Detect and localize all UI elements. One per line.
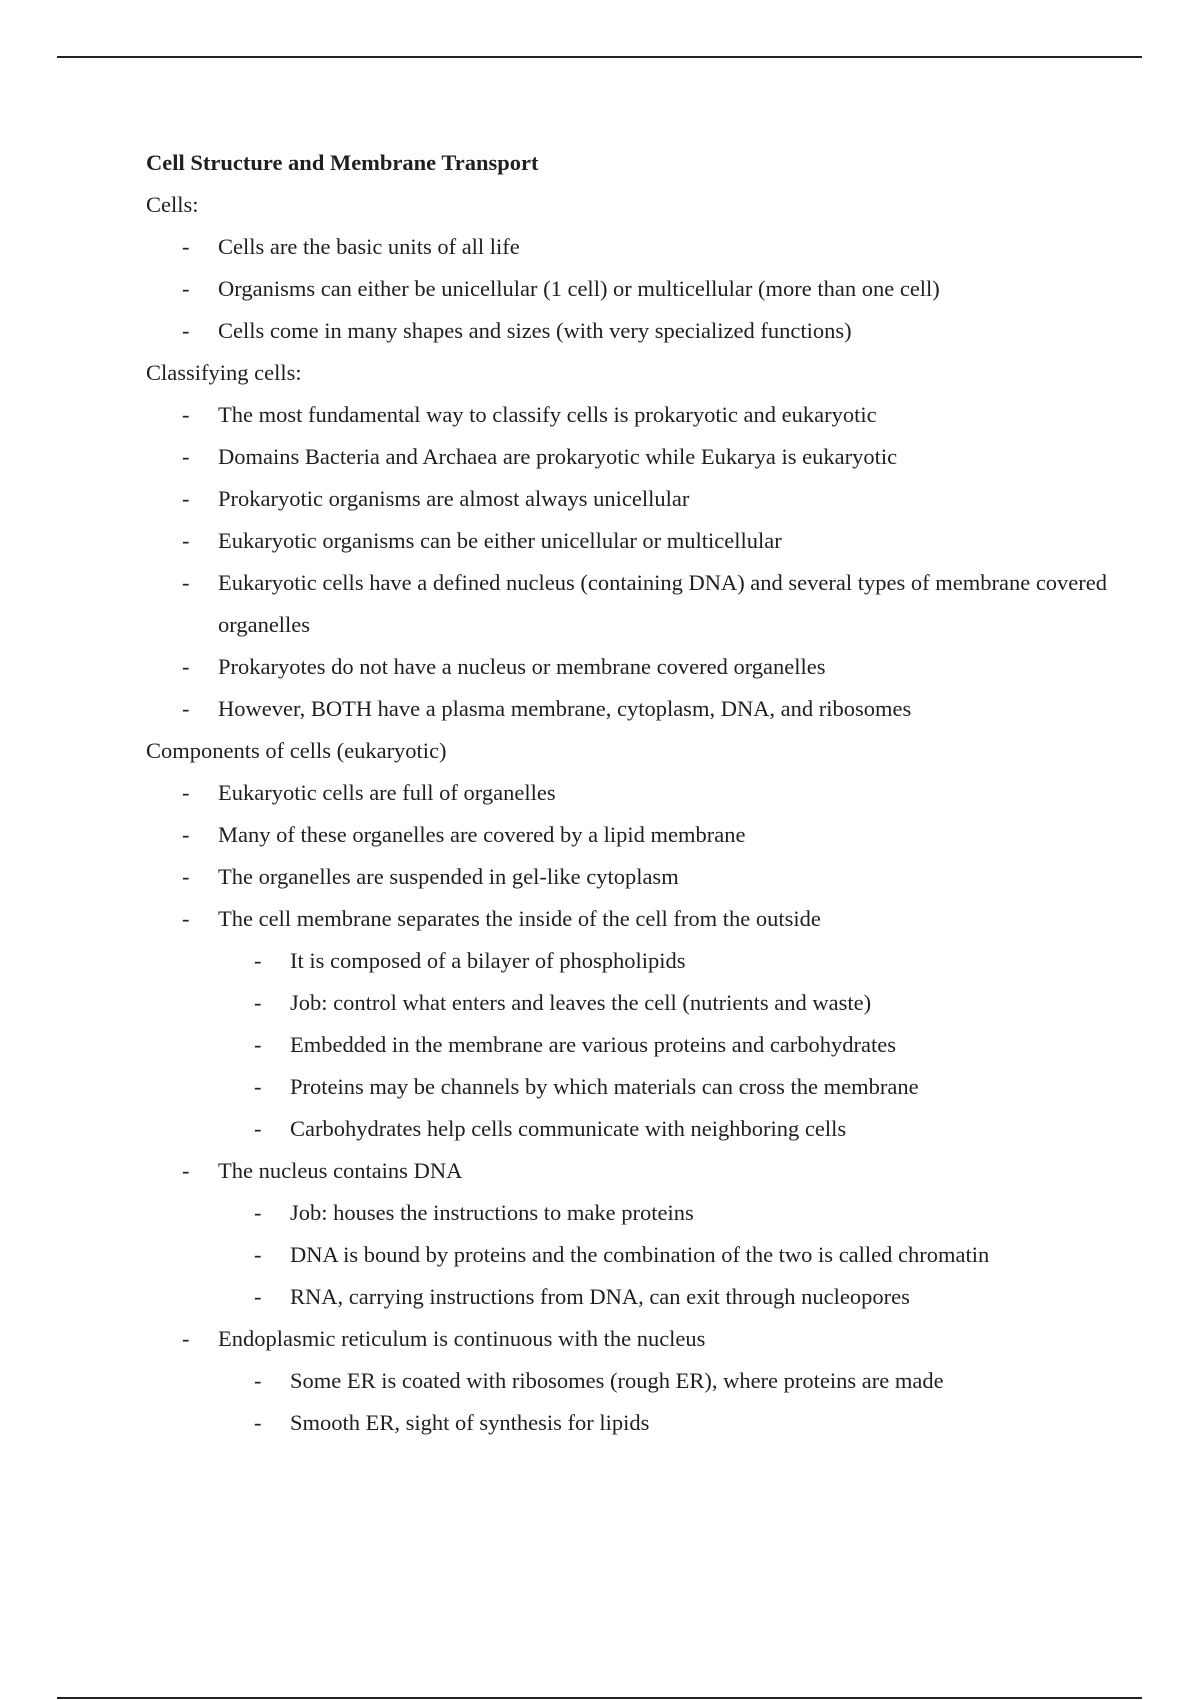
bullet-dash: - (254, 1200, 262, 1225)
list-item (146, 772, 1126, 814)
bullet-dash: - (254, 1368, 262, 1393)
list-item (146, 646, 1126, 688)
header-rule (57, 56, 1142, 58)
list-item-text: Organisms can either be unicellular (1 cell) or multicellular (more than one cell) (218, 276, 940, 301)
list-item-text: The nucleus contains DNA (218, 1158, 463, 1183)
sub-list-item (146, 940, 1126, 982)
list-item (146, 436, 1126, 478)
list-item (146, 688, 1126, 730)
list-item-text: Eukaryotic cells are full of organelles (218, 780, 556, 805)
bullet-dash: - (182, 276, 190, 301)
document-title: Cell Structure and Membrane Transport (146, 150, 539, 175)
section-heading: Classifying cells: (146, 360, 302, 385)
bullet-dash: - (254, 990, 262, 1015)
list-item-text: Prokaryotic organisms are almost always unicellular (218, 486, 690, 511)
bullet-dash: - (182, 1158, 190, 1183)
sub-list-item (146, 1108, 1126, 1150)
list-item-text: Many of these organelles are covered by a lipid membrane (218, 822, 746, 847)
bullet-list (146, 772, 1126, 1444)
list-item-text: Eukaryotic organisms can be either unicellular or multicellular (218, 528, 782, 553)
bullet-dash: - (182, 696, 190, 721)
bullet-dash: - (182, 486, 190, 511)
list-item-text: Proteins may be channels by which materials can cross the membrane (290, 1074, 919, 1099)
bullet-dash: - (182, 444, 190, 469)
footer-rule (57, 1697, 1142, 1699)
list-item-text: Endoplasmic reticulum is continuous with the nucleus (218, 1326, 706, 1351)
document-body (146, 142, 1126, 1444)
bullet-dash: - (254, 1284, 262, 1309)
list-item (146, 1150, 1126, 1192)
bullet-dash: - (182, 822, 190, 847)
list-item-text: RNA, carrying instructions from DNA, can exit through nucleopores (290, 1284, 910, 1309)
section-heading: Components of cells (eukaryotic) (146, 738, 447, 763)
list-item-text: It is composed of a bilayer of phospholipids (290, 948, 686, 973)
bullet-list (146, 394, 1126, 730)
list-item-text: Cells are the basic units of all life (218, 234, 520, 259)
bullet-dash: - (254, 1116, 262, 1141)
bullet-dash: - (182, 906, 190, 931)
list-item-text: DNA is bound by proteins and the combination of the two is called chromatin (290, 1242, 990, 1267)
list-item-text: Cells come in many shapes and sizes (with very specialized functions) (218, 318, 852, 343)
list-item-text: The most fundamental way to classify cells is prokaryotic and eukaryotic (218, 402, 877, 427)
list-item-text: Job: control what enters and leaves the cell (nutrients and waste) (290, 990, 872, 1015)
list-item (146, 520, 1126, 562)
sub-list-item (146, 1276, 1126, 1318)
list-item-text: Carbohydrates help cells communicate with neighboring cells (290, 1116, 847, 1141)
list-item (146, 310, 1126, 352)
list-item (146, 898, 1126, 940)
bullet-dash: - (254, 1410, 262, 1435)
bullet-dash: - (182, 654, 190, 679)
list-item (146, 1318, 1126, 1360)
list-item-text: The organelles are suspended in gel-like cytoplasm (218, 864, 679, 889)
list-item (146, 562, 1126, 646)
list-item (146, 478, 1126, 520)
sub-list-item (146, 1066, 1126, 1108)
list-item (146, 268, 1126, 310)
list-item-text: Domains Bacteria and Archaea are prokaryotic while Eukarya is eukaryotic (218, 444, 898, 469)
bullet-dash: - (182, 528, 190, 553)
bullet-dash: - (254, 948, 262, 973)
sub-list-item (146, 1402, 1126, 1444)
bullet-dash: - (254, 1242, 262, 1267)
list-item-text: Eukaryotic cells have a defined nucleus (containing DNA) and several types of membrane covered organelles (218, 570, 1108, 637)
bullet-dash: - (182, 864, 190, 889)
bullet-dash: - (254, 1032, 262, 1057)
list-item-text: Prokaryotes do not have a nucleus or membrane covered organelles (218, 654, 826, 679)
sub-list-item (146, 982, 1126, 1024)
list-item (146, 394, 1126, 436)
sub-list-item (146, 1024, 1126, 1066)
section-heading: Cells: (146, 192, 199, 217)
list-item (146, 814, 1126, 856)
sub-list-item (146, 1360, 1126, 1402)
bullet-list (146, 226, 1126, 352)
list-item-text: The cell membrane separates the inside of the cell from the outside (218, 906, 821, 931)
bullet-dash: - (182, 318, 190, 343)
sub-list-item (146, 1192, 1126, 1234)
bullet-dash: - (182, 780, 190, 805)
bullet-dash: - (182, 570, 190, 595)
list-item (146, 856, 1126, 898)
sub-list-item (146, 1234, 1126, 1276)
bullet-dash: - (182, 234, 190, 259)
bullet-dash: - (182, 402, 190, 427)
list-item-text: Some ER is coated with ribosomes (rough ER), where proteins are made (290, 1368, 944, 1393)
list-item-text: However, BOTH have a plasma membrane, cytoplasm, DNA, and ribosomes (218, 696, 912, 721)
bullet-dash: - (182, 1326, 190, 1351)
list-item (146, 226, 1126, 268)
bullet-dash: - (254, 1074, 262, 1099)
list-item-text: Smooth ER, sight of synthesis for lipids (290, 1410, 650, 1435)
list-item-text: Embedded in the membrane are various proteins and carbohydrates (290, 1032, 897, 1057)
list-item-text: Job: houses the instructions to make proteins (290, 1200, 694, 1225)
